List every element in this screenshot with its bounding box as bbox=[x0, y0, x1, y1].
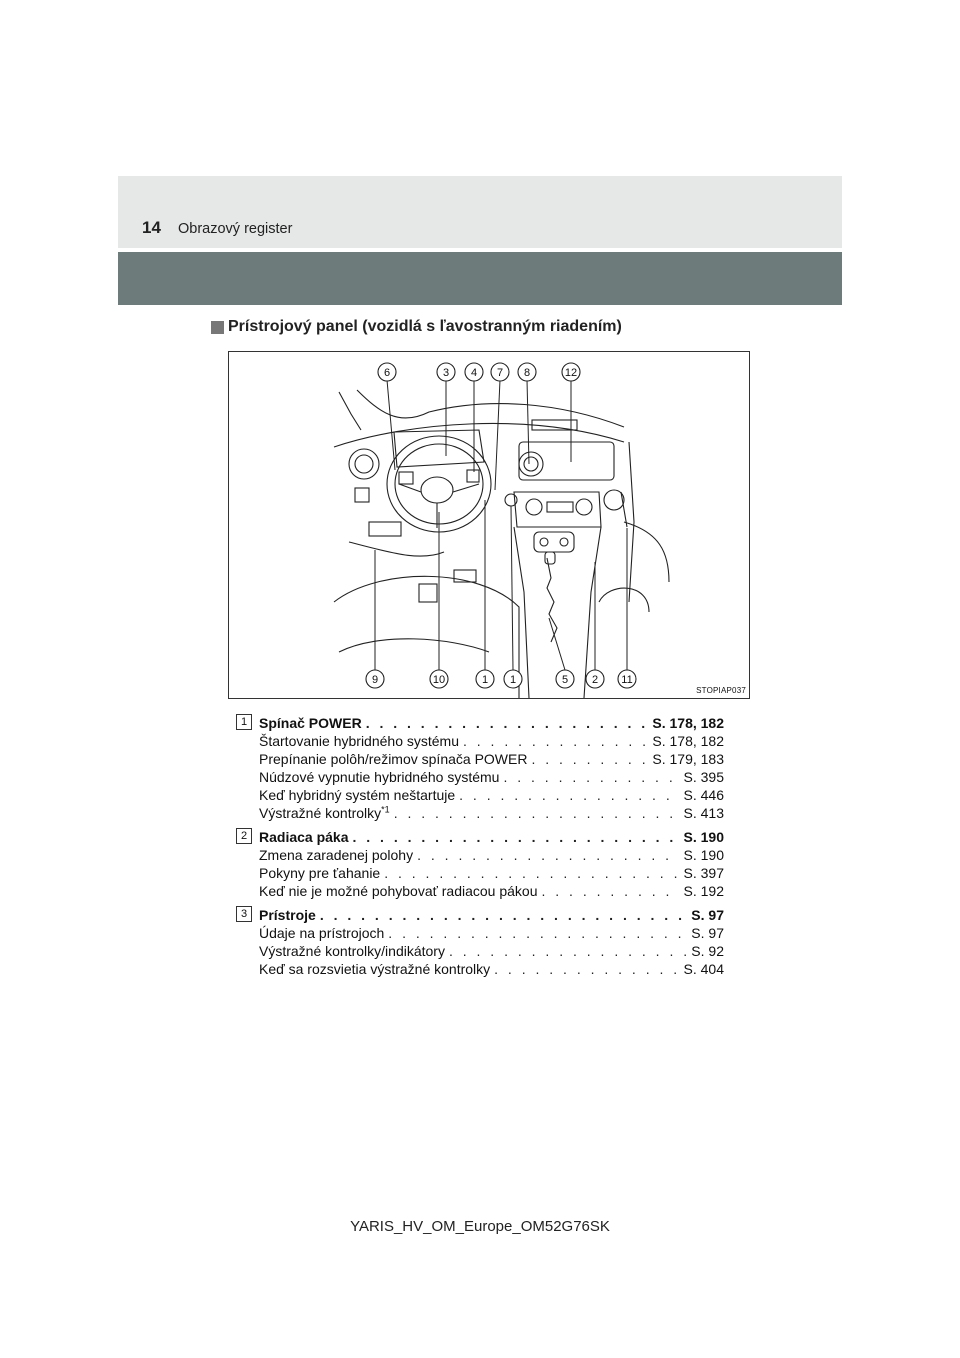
page-ref: S. 190 bbox=[683, 847, 724, 863]
entry-title: Prístroje bbox=[259, 907, 316, 923]
leader-dots bbox=[384, 864, 679, 882]
subheading bbox=[211, 318, 622, 336]
entry-title: Spínač POWER bbox=[259, 715, 362, 731]
entry-item[interactable] bbox=[259, 960, 724, 978]
page-number: 14 bbox=[142, 218, 161, 237]
entry-item[interactable] bbox=[259, 924, 724, 942]
entry-title-line[interactable] bbox=[259, 828, 724, 846]
header-band bbox=[118, 176, 842, 248]
callout-top-4: 7 bbox=[496, 367, 504, 379]
leader-dots bbox=[394, 804, 680, 822]
entry-number-badge: 2 bbox=[236, 828, 252, 844]
leader-dots bbox=[417, 846, 679, 864]
entry-item-text: Štartovanie hybridného systému bbox=[259, 733, 459, 749]
page-ref: S. 178, 182 bbox=[652, 715, 724, 731]
leader-dots bbox=[459, 786, 679, 804]
callout-bottom-7: 11 bbox=[621, 674, 633, 686]
entry-item-text: Údaje na prístrojoch bbox=[259, 925, 385, 941]
entry-item-text: Núdzové vypnutie hybridného systému bbox=[259, 769, 500, 785]
callout-bottom-3: 1 bbox=[481, 674, 489, 686]
entry-item[interactable] bbox=[259, 750, 724, 768]
callout-top-1: 6 bbox=[383, 367, 391, 379]
entry-item-text: Keď sa rozsvietia výstražné kontrolky bbox=[259, 961, 491, 977]
page-ref: S. 92 bbox=[691, 943, 724, 959]
index-entry bbox=[236, 828, 724, 900]
leader-dots bbox=[541, 882, 679, 900]
index-entries bbox=[236, 714, 724, 984]
entry-item[interactable] bbox=[259, 942, 724, 960]
entry-item[interactable] bbox=[259, 882, 724, 900]
leader-dots bbox=[494, 960, 679, 978]
page-ref: S. 446 bbox=[683, 787, 724, 803]
subheading-text: Prístrojový panel (vozidlá s ľavostranným riadením) bbox=[228, 318, 622, 335]
leader-dots bbox=[503, 768, 679, 786]
index-entry bbox=[236, 714, 724, 822]
entry-item[interactable] bbox=[259, 768, 724, 786]
dashboard-illustration bbox=[228, 351, 750, 699]
callout-top-5: 8 bbox=[523, 367, 531, 379]
entry-title-line[interactable] bbox=[259, 906, 724, 924]
callout-bottom-6: 2 bbox=[591, 674, 599, 686]
section-title: Obrazový register bbox=[178, 221, 293, 237]
entry-number-badge: 1 bbox=[236, 714, 252, 730]
page-ref: S. 395 bbox=[683, 769, 724, 785]
page-ref: S. 178, 182 bbox=[652, 733, 724, 749]
entry-item[interactable] bbox=[259, 864, 724, 882]
entry-title: Radiaca páka bbox=[259, 829, 349, 845]
entry-item[interactable] bbox=[259, 732, 724, 750]
footer-document-code: YARIS_HV_OM_Europe_OM52G76SK bbox=[350, 1218, 610, 1235]
figure-code: STOPIAP037 bbox=[696, 686, 746, 695]
callout-bottom-1: 9 bbox=[371, 674, 379, 686]
entry-title-line[interactable] bbox=[259, 714, 724, 732]
entry-item[interactable] bbox=[259, 846, 724, 864]
entry-item-text: Zmena zaradenej polohy bbox=[259, 847, 414, 863]
page-ref: S. 413 bbox=[683, 805, 724, 821]
leader-dots bbox=[366, 714, 649, 732]
callout-bottom-5: 5 bbox=[561, 674, 569, 686]
page-ref: S. 397 bbox=[683, 865, 724, 881]
index-entry bbox=[236, 906, 724, 978]
callout-top-3: 4 bbox=[470, 367, 478, 379]
entry-item[interactable] bbox=[259, 786, 724, 804]
page-ref: S. 192 bbox=[683, 883, 724, 899]
callout-bottom-4: 1 bbox=[509, 674, 517, 686]
entry-item-text: Keď nie je možné pohybovať radiacou pákou bbox=[259, 883, 538, 899]
page-ref: S. 404 bbox=[683, 961, 724, 977]
entry-item-text: Výstražné kontrolky/indikátory bbox=[259, 943, 445, 959]
leader-dots bbox=[353, 828, 680, 846]
leader-dots bbox=[531, 750, 648, 768]
page-ref: S. 97 bbox=[691, 907, 724, 923]
square-bullet-icon bbox=[211, 321, 224, 334]
leader-dots bbox=[320, 906, 687, 924]
entry-item-text: Prepínanie polôh/režimov spínača POWER bbox=[259, 751, 528, 767]
leader-dots bbox=[449, 942, 687, 960]
footnote-marker: *1 bbox=[381, 804, 390, 815]
page-ref: S. 97 bbox=[691, 925, 724, 941]
dashboard-drawing bbox=[229, 352, 749, 698]
header-dark-band bbox=[118, 252, 842, 305]
callout-top-6: 12 bbox=[564, 367, 578, 379]
callout-top-2: 3 bbox=[442, 367, 450, 379]
leader-dots bbox=[388, 924, 687, 942]
entry-item-text: Pokyny pre ťahanie bbox=[259, 865, 381, 881]
entry-item-label: Výstražné kontrolky bbox=[259, 805, 382, 821]
page-ref: S. 190 bbox=[683, 829, 724, 845]
entry-item[interactable] bbox=[259, 804, 724, 822]
entry-item-text bbox=[259, 804, 390, 822]
leader-dots bbox=[463, 732, 648, 750]
entry-number-badge: 3 bbox=[236, 906, 252, 922]
entry-item-text: Keď hybridný systém neštartuje bbox=[259, 787, 456, 803]
callout-bottom-2: 10 bbox=[432, 674, 446, 686]
page-ref: S. 179, 183 bbox=[652, 751, 724, 767]
